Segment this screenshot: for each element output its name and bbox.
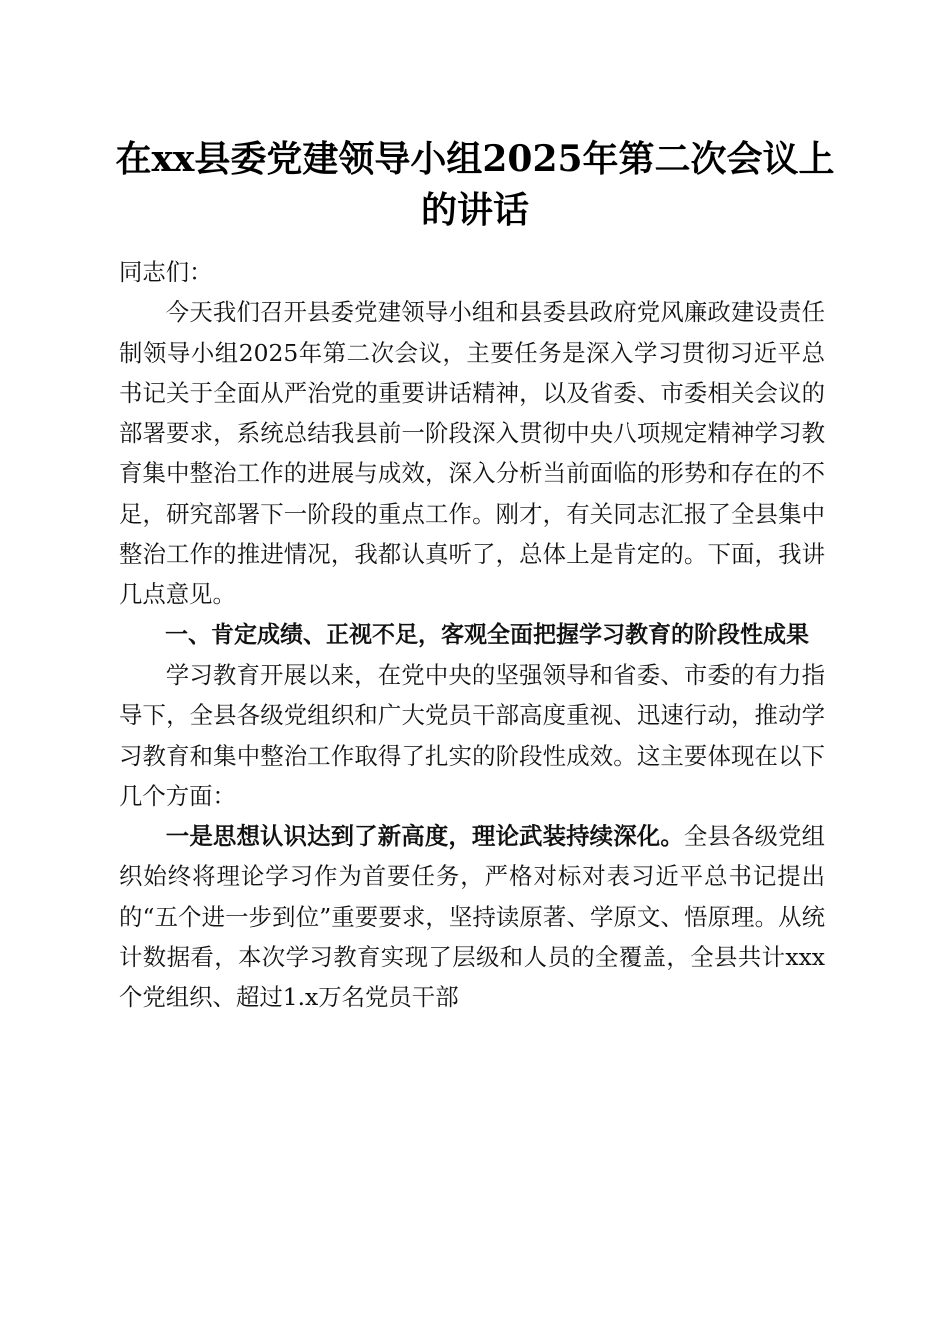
document-title: 在xx县委党建领导小组2025年第二次会议上的讲话	[115, 138, 835, 231]
section-one-paragraph: 学习教育开展以来，在党中央的坚强领导和省委、市委的有力指导下，全县各级党组织和广大党员干部高度重视、迅速行动，推动学习教育和集中整治工作取得了扎实的阶段性成效。这主要体现在以下几个方面：	[119, 660, 825, 810]
document-body	[119, 252, 825, 1018]
point-one-lead: 一是思想认识达到了新高度，理论武装持续深化。	[165, 822, 684, 851]
salutation: 同志们：	[119, 258, 213, 286]
intro-paragraph: 今天我们召开县委党建领导小组和县委县政府党风廉政建设责任制领导小组2025年第二次会议，主要任务是深入学习贯彻习近平总书记关于全面从严治党的重要讲话精神，以及省委、市委相关会议的部署要求，系统总结我县前一阶段深入贯彻中央八项规定精神学习教育集中整治工作的进展与成效，深入分析当前面临的形势和存在的不足，研究部署下一阶段的重点工作。刚才，有关同志汇报了全县集中整治工作的推进情况，我都认真听了，总体上是肯定的。下面，我讲几点意见。	[119, 298, 825, 609]
point-one-text: 全县各级党组织始终将理论学习作为首要任务，严格对标对表习近平总书记提出的“五个进一步到位”重要要求，坚持读原著、学原文、悟原理。从统计数据看，本次学习教育实现了层级和人员的全覆盖，全县共计xxx个党组织、超过1.x万名党员干部	[119, 822, 826, 1012]
section-heading: 一、肯定成绩、正视不足，客观全面把握学习教育的阶段性成果	[165, 621, 809, 648]
point-one-paragraph	[119, 816, 825, 1017]
